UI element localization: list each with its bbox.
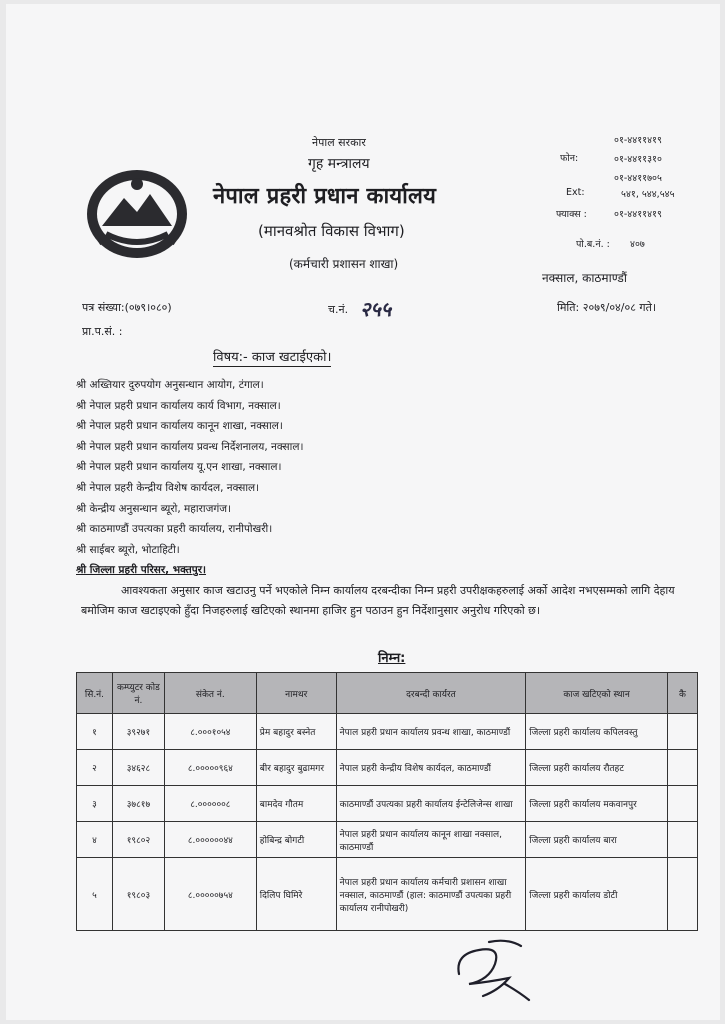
cell-code: ३७८१७ bbox=[112, 786, 164, 822]
phone-1: ०१-४४११४१९ bbox=[614, 135, 662, 146]
recipient-list bbox=[76, 378, 303, 584]
government-label: नेपाल सरकार bbox=[312, 136, 366, 149]
fax-value: ०१-४४११४१९ bbox=[614, 209, 662, 220]
col-header-remarks: कै bbox=[668, 673, 698, 714]
cell-place: जिल्ला प्रहरी कार्यालय रौतहट bbox=[526, 750, 668, 786]
prapasa-label: प्रा.प.सं. : bbox=[82, 325, 123, 338]
cell-name: बामदेव गौतम bbox=[256, 786, 336, 822]
recipient-item: श्री काठमाण्डौं उपत्यका प्रहरी कार्यालय, रानीपोखरी। bbox=[76, 523, 273, 536]
col-header-computer-code: कम्प्युटर कोड नं. bbox=[112, 673, 164, 714]
col-header-symbol-no: संकेत नं. bbox=[164, 673, 256, 714]
cell-code: ३९२७१ bbox=[112, 714, 164, 750]
cell-code: १९८०२ bbox=[112, 822, 164, 858]
cell-symbol: ८.०००००९६४ bbox=[164, 750, 256, 786]
recipient-item: श्री नेपाल प्रहरी प्रधान कार्यालय कार्य विभाग, नक्साल। bbox=[76, 399, 281, 412]
recipient-item: श्री नेपाल प्रहरी प्रधान कार्यालय यू.एन शाखा, नक्साल। bbox=[76, 461, 282, 474]
cell-code: ३४६२८ bbox=[112, 750, 164, 786]
office-title: नेपाल प्रहरी प्रधान कार्यालय bbox=[213, 184, 437, 209]
cell-post: नेपाल प्रहरी प्रधान कार्यालय प्रवन्ध शाखा, काठमाण्डौं bbox=[336, 714, 526, 750]
pobox-value: ४०७ bbox=[630, 239, 645, 250]
cell-post: नेपाल प्रहरी केन्द्रीय विशेष कार्यदल, काठमाण्डौं bbox=[336, 750, 526, 786]
cell-remarks bbox=[668, 858, 698, 931]
chalan-label: च.नं. bbox=[328, 303, 349, 316]
assignment-table bbox=[76, 672, 698, 931]
department-label: (मानवश्रोत विकास विभाग) bbox=[258, 222, 405, 240]
table-title: निम्न: bbox=[378, 651, 406, 666]
nepal-police-emblem bbox=[84, 164, 190, 260]
cell-post: काठमाण्डौं उपत्यका प्रहरी कार्यालय ईन्टेलिजेन्स शाखा bbox=[336, 786, 526, 822]
table-row bbox=[77, 750, 698, 786]
table-row bbox=[77, 714, 698, 750]
fax-label: फ्याक्स : bbox=[556, 209, 587, 220]
branch-label: (कर्मचारी प्रशासन शाखा) bbox=[289, 257, 399, 271]
cell-post: नेपाल प्रहरी प्रधान कार्यालय कर्मचारी प्रशासन शाखा नक्साल, काठमाण्डौं (हाल: काठमाण्डौं उपत्यका प्रहरी कार्यालय रानीपोखरी) bbox=[336, 858, 526, 931]
table-header-row bbox=[77, 673, 698, 714]
pobox-label: पो.ब.नं. : bbox=[576, 239, 610, 250]
col-header-current-post: दरबन्दी कार्यरत bbox=[336, 673, 526, 714]
cell-place: जिल्ला प्रहरी कार्यालय बारा bbox=[526, 822, 668, 858]
cell-symbol: ८.००००००८ bbox=[164, 786, 256, 822]
table-row bbox=[77, 858, 698, 931]
recipient-item: श्री नेपाल प्रहरी प्रधान कार्यालय कानून शाखा, नक्साल। bbox=[76, 420, 283, 433]
cell-serial: ५ bbox=[77, 858, 113, 931]
phone-3: ०१-४४११७०५ bbox=[614, 173, 662, 184]
cell-name: होबिन्द्र बोगटी bbox=[256, 822, 336, 858]
letter-page bbox=[6, 4, 720, 1020]
recipient-item: श्री साईबर ब्यूरो, भोटाहिटी। bbox=[76, 543, 180, 556]
letter-date: मिति: २०७९/०४/०८ गते। bbox=[557, 301, 657, 314]
cell-name: दिलिप घिमिरे bbox=[256, 858, 336, 931]
chalan-number: २५५ bbox=[360, 297, 392, 321]
cell-serial: ४ bbox=[77, 822, 113, 858]
col-header-name: नामथर bbox=[256, 673, 336, 714]
cell-place: जिल्ला प्रहरी कार्यालय मकवानपुर bbox=[526, 786, 668, 822]
col-header-assigned-place: काज खटिएको स्थान bbox=[526, 673, 668, 714]
letter-subject: विषय:- काज खटाईएको। bbox=[213, 347, 331, 367]
ministry-label: गृह मन्त्रालय bbox=[308, 156, 370, 172]
phone-2: ०१-४४११३१० bbox=[614, 154, 662, 165]
recipient-item: श्री जिल्ला प्रहरी परिसर, भक्तपुर। bbox=[76, 564, 207, 577]
cell-name: प्रेम बहादुर बस्नेत bbox=[256, 714, 336, 750]
office-address: नक्साल, काठमाण्डौं bbox=[542, 271, 627, 285]
cell-code: १९८०३ bbox=[112, 858, 164, 931]
cell-post: नेपाल प्रहरी प्रधान कार्यालय कानून शाखा नक्साल, काठमाण्डौं bbox=[336, 822, 526, 858]
cell-place: जिल्ला प्रहरी कार्यालय कपिलवस्तु bbox=[526, 714, 668, 750]
letter-body: आवश्यकता अनुसार काज खटाउनु पर्ने भएकोले निम्न कार्यालय दरबन्दीका निम्न प्रहरी उपरीक्षकहरुलाई अर्को आदेश नभएसम्मको लागि देहाय बमोजिम काज खटाइएको हुँदा निजहरुलाई खटिएको स्थानमा हाजिर हुन पठाउन हुन निर्देशानुसार अनुरोध गरिएको छ। bbox=[81, 584, 675, 617]
recipient-item: श्री नेपाल प्रहरी प्रधान कार्यालय प्रवन्ध निर्देशनालय, नक्साल। bbox=[76, 440, 304, 453]
cell-remarks bbox=[668, 750, 698, 786]
cell-symbol: ८.००००००४४ bbox=[164, 822, 256, 858]
handwritten-signature bbox=[449, 934, 535, 1006]
cell-serial: ३ bbox=[77, 786, 113, 822]
cell-name: बीर बहादुर बुढामगर bbox=[256, 750, 336, 786]
recipient-item: श्री नेपाल प्रहरी केन्द्रीय विशेष कार्यदल, नक्साल। bbox=[76, 481, 260, 494]
cell-remarks bbox=[668, 714, 698, 750]
phone-label: फोन: bbox=[560, 153, 579, 164]
cell-serial: १ bbox=[77, 714, 113, 750]
ext-value: ५४१, ५४४,५४५ bbox=[621, 189, 675, 200]
letter-number: पत्र संख्या:(०७९।०८०) bbox=[82, 301, 172, 314]
cell-remarks bbox=[668, 822, 698, 858]
table-row bbox=[77, 822, 698, 858]
recipient-item: श्री केन्द्रीय अनुसन्धान ब्यूरो, महाराजगंज। bbox=[76, 502, 232, 515]
cell-symbol: ८.०००१०५४ bbox=[164, 714, 256, 750]
cell-remarks bbox=[668, 786, 698, 822]
ext-label: Ext: bbox=[566, 187, 585, 198]
table-row bbox=[77, 786, 698, 822]
cell-serial: २ bbox=[77, 750, 113, 786]
cell-place: जिल्ला प्रहरी कार्यालय डोटी bbox=[526, 858, 668, 931]
cell-symbol: ८.०००००७५४ bbox=[164, 858, 256, 931]
col-header-serial: सि.नं. bbox=[77, 673, 113, 714]
recipient-item: श्री अख्तियार दुरुपयोग अनुसन्धान आयोग, टंगाल। bbox=[76, 379, 264, 391]
